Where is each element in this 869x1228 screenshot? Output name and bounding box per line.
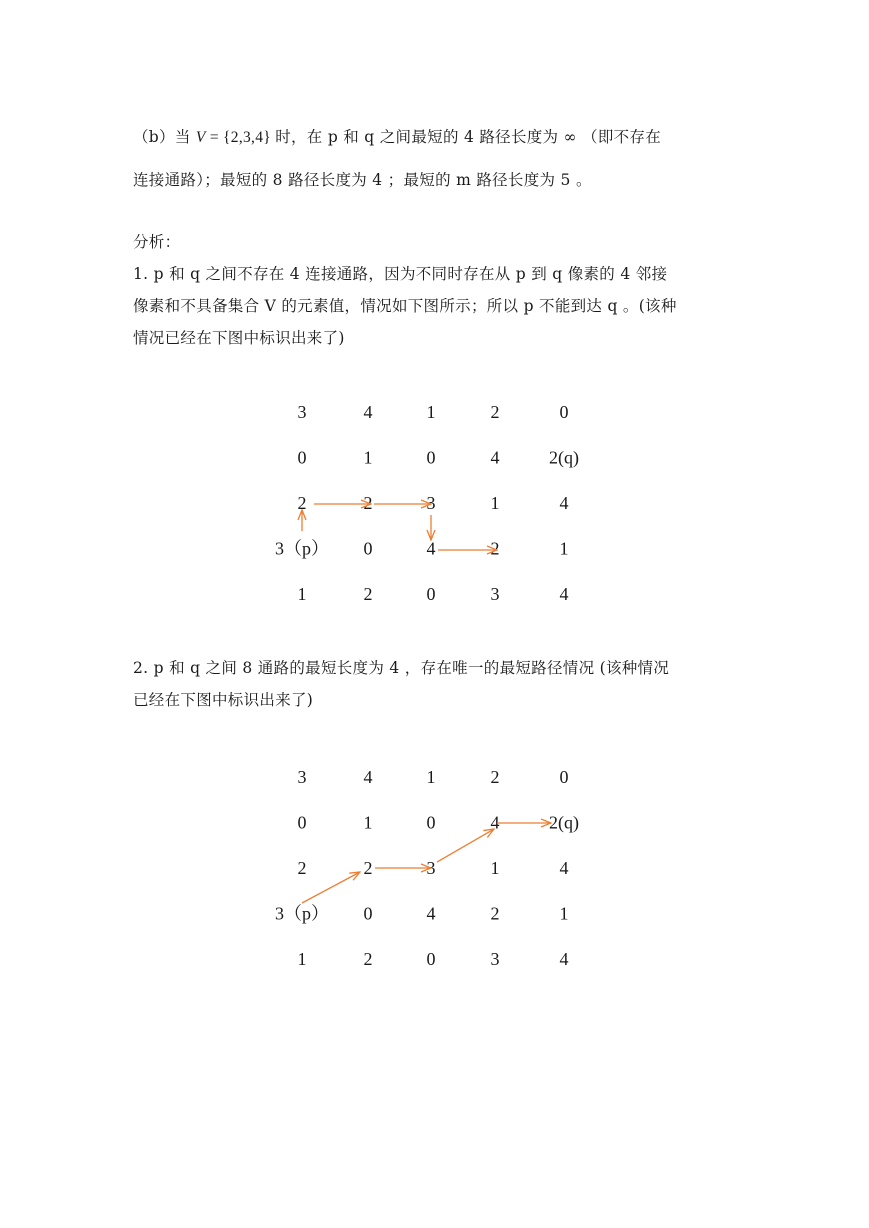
grid-cell: 3 — [426, 858, 436, 878]
part-b-line-1: （b）当 V = {2,3,4} 时，在 p 和 q 之间最短的 4 路径长度为 ∞ （即不存在 — [133, 128, 662, 146]
grid-cell: 0 — [426, 812, 436, 833]
grid-cell: 4 — [490, 812, 500, 833]
grid-cell: 2 — [490, 402, 500, 422]
grid-cell: 4 — [490, 447, 500, 468]
grid-cell: 1 — [297, 584, 307, 604]
grid-cell: 1 — [426, 402, 436, 422]
grid-cell: 0 — [426, 949, 436, 969]
grid-cell: 0 — [559, 767, 569, 787]
grid-cell: 2(q) — [549, 812, 579, 833]
grid-cell: 0 — [426, 447, 436, 468]
grid-cell: 2 — [490, 538, 500, 559]
grid-cell: 3 — [426, 493, 436, 513]
grid-cell: 0 — [297, 447, 307, 468]
grid-cell: 2 — [363, 858, 373, 878]
grid-cell: 4 — [426, 903, 436, 924]
v-set-value: = {2,3,4} — [205, 129, 276, 146]
arrow-diagonal — [437, 829, 494, 862]
path-arrows-4 — [302, 504, 497, 550]
grid-cell: 2 — [363, 584, 373, 604]
grid-cell: 4 — [559, 584, 569, 604]
grid-cell: 3（p） — [275, 903, 329, 924]
grid-cell: 3（p） — [275, 538, 329, 559]
grid-cell: 4 — [426, 538, 436, 559]
grid-cell: 1 — [559, 903, 569, 924]
path-arrows-8 — [302, 823, 551, 903]
grid-cell: 1 — [490, 493, 500, 513]
grid-cell: 4 — [363, 767, 373, 787]
grid-cell: 4 — [559, 949, 569, 969]
grid-cell: 2(q) — [549, 447, 579, 468]
grid-cell: 3 — [490, 949, 500, 969]
grid-cell: 2 — [363, 493, 373, 513]
grid-cell: 3 — [297, 767, 307, 787]
grid-cell: 0 — [426, 584, 436, 604]
grid-cell: 2 — [490, 903, 500, 924]
grid-cell: 0 — [363, 903, 373, 924]
grid-cell: 1 — [426, 767, 436, 787]
analysis-heading: 分析： — [133, 233, 181, 251]
grid-cell: 1 — [363, 812, 373, 833]
grid-cell: 3 — [297, 402, 307, 422]
grid-cell: 2 — [363, 949, 373, 969]
grid-cell: 0 — [559, 402, 569, 422]
grid-cell: 1 — [297, 949, 307, 969]
grid-cell: 2 — [297, 493, 307, 513]
grid-4-path — [275, 402, 579, 604]
v-set-symbol: V — [195, 129, 206, 146]
grid-cell: 1 — [363, 447, 373, 468]
analysis-point-2: 2. p 和 q 之间 8 通路的最短长度为 4 ，存在唯一的最短路径情况 (该种情况 已经在下图中标识出来了) — [133, 659, 670, 709]
arrow-diagonal — [302, 872, 360, 903]
part-b-line-2: 连接通路）；最短的 8 路径长度为 4 ；最短的 m 路径长度为 5 。 — [133, 171, 592, 189]
grid-cell: 1 — [490, 858, 500, 878]
grid-cell: 4 — [559, 493, 569, 513]
analysis-point-1: 1. p 和 q 之间不存在 4 连接通路，因为不同时存在从 p 到 q 像素的 4 邻接 像素和不具备集合 V 的元素值，情况如下图所示；所以 p 不能到达 q 。(该种 情况已经在下图中标识出来了) — [133, 265, 677, 347]
grid-cell: 1 — [559, 538, 569, 559]
grid-cell: 2 — [297, 858, 307, 878]
part-b-paragraph — [133, 116, 737, 202]
grid-cell: 2 — [490, 767, 500, 787]
grid-cell: 0 — [297, 812, 307, 833]
grid-cell: 0 — [363, 538, 373, 559]
grid-cell: 3 — [490, 584, 500, 604]
grid-8-path — [275, 767, 579, 969]
grid-cell: 4 — [559, 858, 569, 878]
grid-cell: 4 — [363, 402, 373, 422]
